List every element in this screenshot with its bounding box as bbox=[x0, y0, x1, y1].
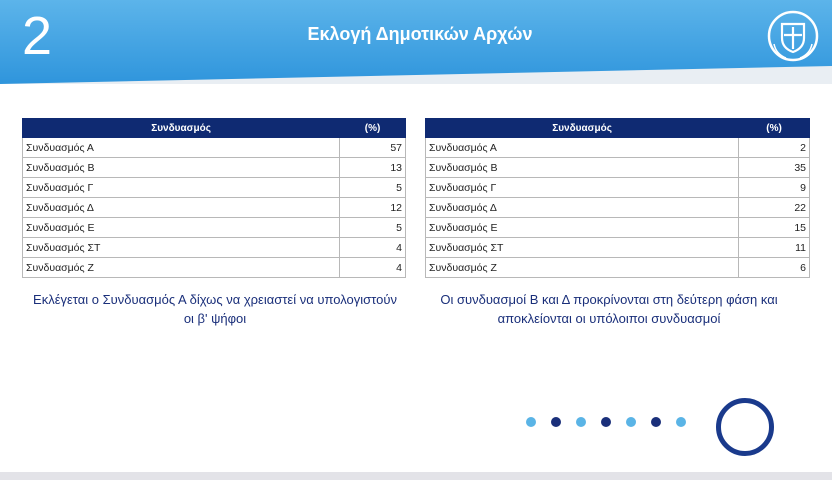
table-row bbox=[23, 238, 406, 258]
table-row bbox=[23, 138, 406, 158]
pagination-dot bbox=[601, 417, 611, 427]
row-name: Συνδυασμός Α bbox=[426, 138, 739, 158]
greek-coat-of-arms-icon bbox=[764, 8, 822, 64]
row-name: Συνδυασμός ΣΤ bbox=[23, 238, 340, 258]
table-row bbox=[426, 218, 810, 238]
row-percent: 11 bbox=[739, 238, 810, 258]
pagination-dot bbox=[551, 417, 561, 427]
pagination-dot bbox=[576, 417, 586, 427]
row-percent: 4 bbox=[340, 258, 406, 278]
table-row bbox=[426, 178, 810, 198]
row-percent: 12 bbox=[340, 198, 406, 218]
row-percent: 15 bbox=[739, 218, 810, 238]
table-row bbox=[426, 198, 810, 218]
table-row bbox=[23, 218, 406, 238]
row-percent: 5 bbox=[340, 178, 406, 198]
row-name: Συνδυασμός Δ bbox=[23, 198, 340, 218]
row-percent: 4 bbox=[340, 238, 406, 258]
slide-number: 2 bbox=[21, 6, 53, 66]
row-percent: 57 bbox=[340, 138, 406, 158]
row-name: Συνδυασμός Β bbox=[426, 158, 739, 178]
row-percent: 5 bbox=[340, 218, 406, 238]
row-name: Συνδυασμός Β bbox=[23, 158, 340, 178]
bottom-bar bbox=[0, 472, 832, 480]
column-header-name: Συνδυασμός bbox=[426, 119, 739, 138]
table-row bbox=[23, 258, 406, 278]
table-row bbox=[23, 178, 406, 198]
column-header-percent: (%) bbox=[739, 119, 810, 138]
results-table-left bbox=[22, 118, 406, 278]
pagination-dot bbox=[626, 417, 636, 427]
row-name: Συνδυασμός Ε bbox=[23, 218, 340, 238]
row-percent: 22 bbox=[739, 198, 810, 218]
row-name: Συνδυασμός Γ bbox=[426, 178, 739, 198]
table-row bbox=[23, 158, 406, 178]
decorative-ring-icon bbox=[716, 398, 774, 456]
row-percent: 6 bbox=[739, 258, 810, 278]
row-name: Συνδυασμός Ζ bbox=[23, 258, 340, 278]
row-percent: 35 bbox=[739, 158, 810, 178]
row-percent: 9 bbox=[739, 178, 810, 198]
row-name: Συνδυασμός Γ bbox=[23, 178, 340, 198]
row-name: Συνδυασμός Ε bbox=[426, 218, 739, 238]
table-header-row bbox=[23, 119, 406, 138]
row-percent: 13 bbox=[340, 158, 406, 178]
table-row bbox=[426, 158, 810, 178]
row-name: Συνδυασμός Ζ bbox=[426, 258, 739, 278]
slide-title: Εκλογή Δημοτικών Αρχών bbox=[307, 24, 533, 44]
table-row bbox=[426, 238, 810, 258]
column-header-percent: (%) bbox=[340, 119, 406, 138]
table-header-row bbox=[426, 119, 810, 138]
pagination-dot bbox=[651, 417, 661, 427]
conclusion-text-left: Εκλέγεται ο Συνδυασμός Α δίχως να χρειαστεί να υπολογιστούν οι β' ψήφοι bbox=[33, 292, 397, 326]
results-table-right bbox=[425, 118, 810, 278]
pagination-dot bbox=[676, 417, 686, 427]
table-row bbox=[23, 198, 406, 218]
row-percent: 2 bbox=[739, 138, 810, 158]
row-name: Συνδυασμός Α bbox=[23, 138, 340, 158]
table-row bbox=[426, 138, 810, 158]
row-name: Συνδυασμός ΣΤ bbox=[426, 238, 739, 258]
conclusion-text-right: Οι συνδυασμοί Β και Δ προκρίνονται στη δεύτερη φάση και αποκλείονται οι υπόλοιποι συνδυασμοί bbox=[440, 292, 778, 326]
row-name: Συνδυασμός Δ bbox=[426, 198, 739, 218]
table-row bbox=[426, 258, 810, 278]
pagination-dot bbox=[526, 417, 536, 427]
column-header-name: Συνδυασμός bbox=[23, 119, 340, 138]
